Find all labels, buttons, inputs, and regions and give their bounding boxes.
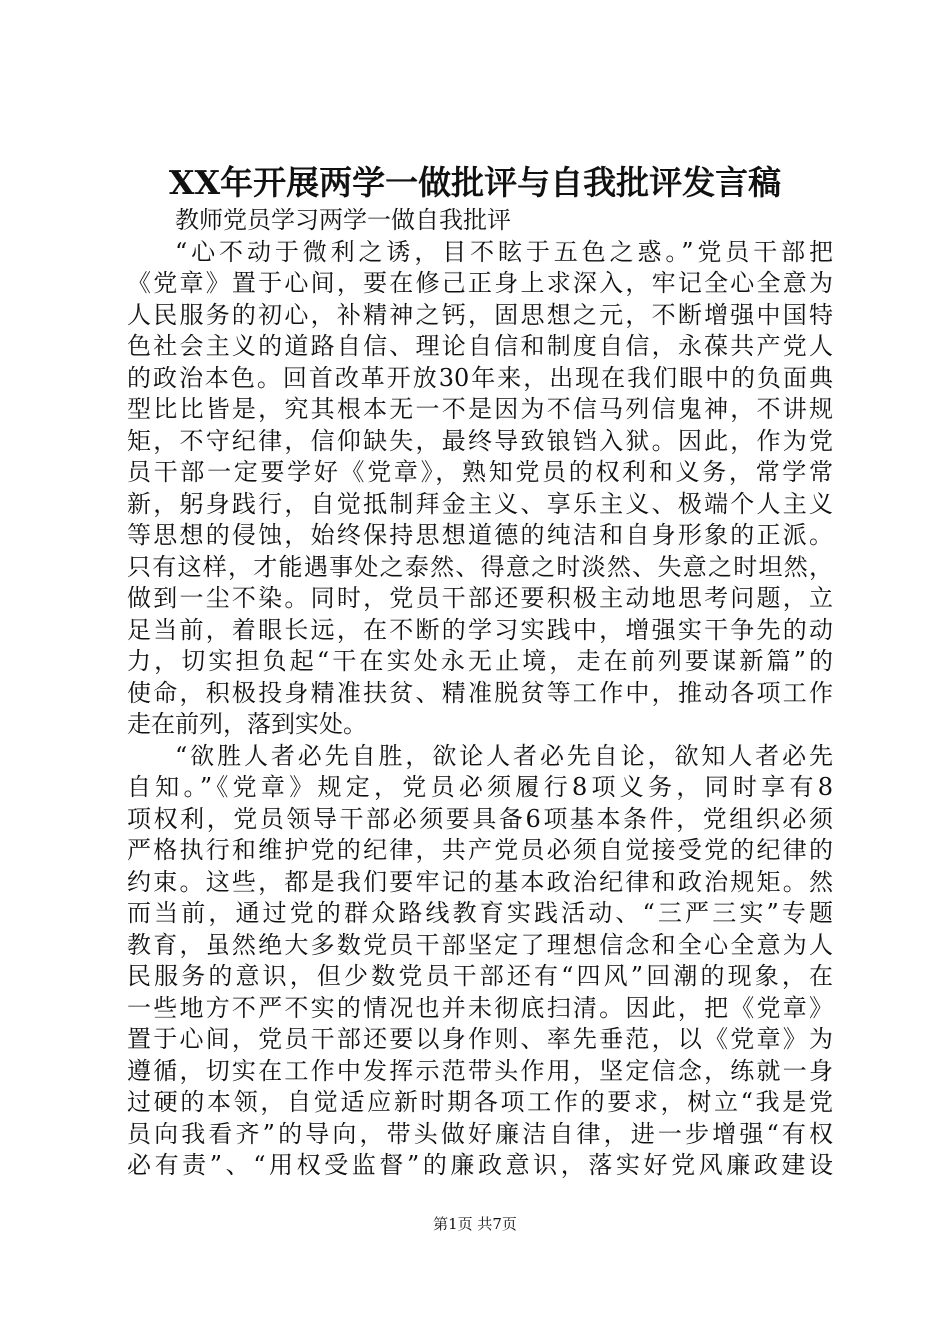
body-line: 必有责”、“用权受监督”的廉政意识，落实好党风廉政建设 — [127, 1151, 833, 1179]
body-line: 过硬的本领，自觉适应新时期各项工作的要求，树立“我是党 — [127, 1088, 833, 1116]
body-line: 置于心间，党员干部还要以身作则、率先垂范，以《党章》为 — [127, 1025, 833, 1053]
body-line: “欲胜人者必先自胜，欲论人者必先自论，欲知人者必先 — [175, 741, 833, 770]
body-line: 一些地方不严不实的情况也并未彻底扫清。因此，把《党章》 — [127, 993, 833, 1022]
body-line: 严格执行和维护党的纪律，共产党员必须自觉接受党的纪律的 — [127, 836, 833, 864]
page-number-footer: 第1页 共7页 — [433, 1215, 517, 1233]
body-line: 民服务的意识，但少数党员干部还有“四风”回潮的现象，在 — [127, 962, 833, 990]
body-line: 做到一尘不染。同时，党员干部还要积极主动地思考问题，立 — [127, 584, 833, 612]
body-line: 的政治本色。回首改革开放30年来，出现在我们眼中的负面典 — [127, 363, 833, 392]
body-line: 走在前列，落到实处。 — [127, 710, 367, 738]
body-line: 员干部一定要学好《党章》，熟知党员的权利和义务，常学常 — [127, 458, 833, 486]
document-body — [127, 205, 833, 1182]
body-line: 色社会主义的道路自信、理论自信和制度自信，永葆共产党人 — [127, 332, 833, 360]
body-line: 自知。”《党章》规定，党员必须履行8项义务，同时享有8 — [127, 773, 833, 801]
body-line: 力，切实担负起“干在实处永无止境，走在前列要谋新篇”的 — [127, 647, 833, 675]
body-line: “心不动于微利之诱，目不眩于五色之惑。”党员干部把 — [175, 237, 833, 266]
body-line: 新，躬身践行，自觉抵制拜金主义、享乐主义、极端个人主义 — [127, 489, 833, 518]
body-line: 型比比皆是，究其根本无一不是因为不信马列信鬼神，不讲规 — [127, 395, 833, 423]
body-line: 只有这样，才能遇事处之泰然、得意之时淡然、失意之时坦然， — [127, 552, 833, 581]
body-line: 而当前，通过党的群众路线教育实践活动、“三严三实”专题 — [127, 899, 833, 927]
document-title: XX年开展两学一做批评与自我批评发言稿 — [168, 163, 782, 202]
subtitle-line: 教师党员学习两学一做自我批评 — [175, 206, 511, 234]
body-line: 等思想的侵蚀，始终保持思想道德的纯洁和自身形象的正派。 — [127, 521, 833, 549]
body-line: 《党章》置于心间，要在修己正身上求深入，牢记全心全意为 — [127, 269, 833, 297]
body-line: 教育，虽然绝大多数党员干部坚定了理想信念和全心全意为人 — [127, 930, 833, 959]
body-line: 约束。这些，都是我们要牢记的基本政治纪律和政治规矩。然 — [127, 867, 833, 896]
body-line: 人民服务的初心，补精神之钙，固思想之元，不断增强中国特 — [127, 300, 833, 329]
body-line: 矩，不守纪律，信仰缺失，最终导致锒铛入狱。因此，作为党 — [127, 426, 833, 455]
body-line: 遵循，切实在工作中发挥示范带头作用，坚定信念，练就一身 — [127, 1056, 833, 1085]
body-line: 员向我看齐”的导向，带头做好廉洁自律，进一步增强“有权 — [127, 1119, 833, 1148]
body-line: 足当前，着眼长远，在不断的学习实践中，增强实干争先的动 — [127, 615, 833, 644]
body-line: 项权利，党员领导干部必须要具备6项基本条件，党组织必须 — [127, 804, 833, 833]
body-line: 使命，积极投身精准扶贫、精准脱贫等工作中，推动各项工作 — [127, 678, 833, 707]
